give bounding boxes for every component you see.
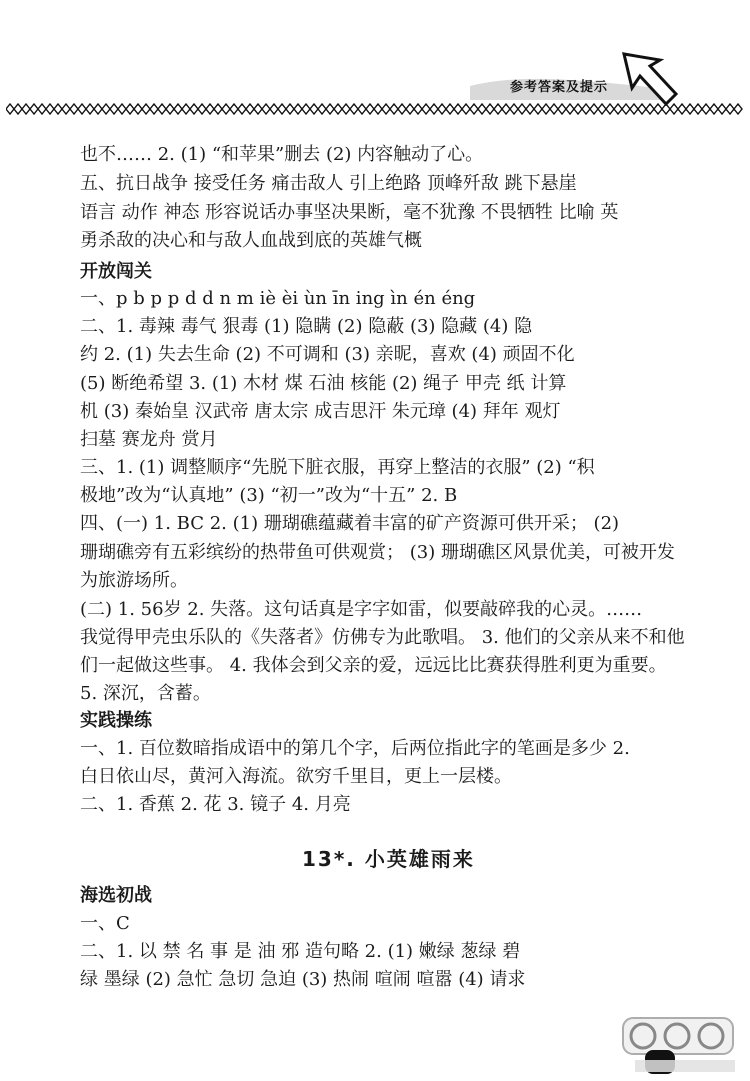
text-line: 机 (3) 秦始皇 汉武帝 唐太宗 成吉思汗 朱元璋 (4) 拜年 观灯 [80, 401, 561, 422]
watermark-logo [615, 1010, 745, 1076]
header-title: 参考答案及提示 [510, 80, 609, 95]
text-line: 一、1. 百位数暗指成语中的第几个字，后两位指此字的笔画是多少 2. [80, 738, 630, 759]
text-line: 白日依山尽，黄河入海流。欲穷千里目，更上一层楼。 [80, 766, 512, 787]
text-line: 二、1. 以 禁 名 事 是 油 邪 造句略 2. (1) 嫩绿 葱绿 碧 [80, 941, 521, 962]
section-heading: 开放闯关 [80, 261, 152, 282]
text-line: 勇杀敌的决心和与敌人血战到底的英雄气概 [80, 230, 422, 251]
text-line: 极地”改为“认真地” (3) “初一”改为“十五” 2. B [80, 485, 458, 506]
text-line: 二、1. 香蕉 2. 花 3. 镜子 4. 月亮 [80, 794, 351, 815]
text-line: 语言 动作 神态 形容说话办事坚决果断，毫不犹豫 不畏牺牲 比喻 英 [80, 202, 619, 223]
section-heading: 实践操练 [80, 710, 152, 731]
arrow-icon [620, 50, 680, 110]
text-line: 一、C [80, 913, 130, 934]
text-line: 绿 墨绿 (2) 急忙 急切 急迫 (3) 热闹 喧闹 喧嚣 (4) 请求 [80, 969, 526, 990]
text-line: 们一起做这些事。 4. 我体会到父亲的爱，远远比比赛获得胜利更为重要。 [80, 655, 667, 676]
text-line: 约 2. (1) 失去生命 (2) 不可调和 (3) 亲昵，喜欢 (4) 顽固不化 [80, 344, 575, 365]
text-line: 扫墓 赛龙舟 赏月 [80, 429, 218, 450]
text-line: 5. 深沉，含蓄。 [80, 683, 211, 704]
text-line: 我觉得甲壳虫乐队的《失落者》仿佛专为此歌唱。 3. 他们的父亲从来不和他 [80, 627, 685, 648]
text-line: (二) 1. 56岁 2. 失落。这句话真是字字如雷，似要敲碎我的心灵。…… [80, 599, 643, 620]
text-line: 四、(一) 1. BC 2. (1) 珊瑚礁蕴藏着丰富的矿产资源可供开采； (2) [80, 513, 620, 534]
text-line: 也不…… 2. (1) “和苹果”删去 (2) 内容触动了心。 [80, 144, 484, 165]
decorative-border [6, 102, 746, 116]
text-line: 五、抗日战争 接受任务 痛击敌人 引上绝路 顶峰歼敌 跳下悬崖 [80, 173, 577, 194]
section-heading: 海选初战 [80, 885, 152, 906]
text-line: 珊瑚礁旁有五彩缤纷的热带鱼可供观赏； (3) 珊瑚礁区风景优美，可被开发 [80, 542, 675, 563]
text-line: 一、p b p p d d n m iè èi ùn īn ing ìn én éng [80, 288, 476, 309]
text-line: 三、1. (1) 调整顺序“先脱下脏衣服，再穿上整洁的衣服” (2) “积 [80, 457, 595, 478]
text-line: 二、1. 毒辣 毒气 狠毒 (1) 隐瞒 (2) 隐蔽 (3) 隐藏 (4) 隐 [80, 316, 533, 337]
text-line: 为旅游场所。 [80, 570, 188, 591]
chapter-title: 13*. 小英雄雨来 [302, 847, 475, 871]
text-line: (5) 断绝希望 3. (1) 木材 煤 石油 核能 (2) 绳子 甲壳 纸 计算 [80, 373, 567, 394]
